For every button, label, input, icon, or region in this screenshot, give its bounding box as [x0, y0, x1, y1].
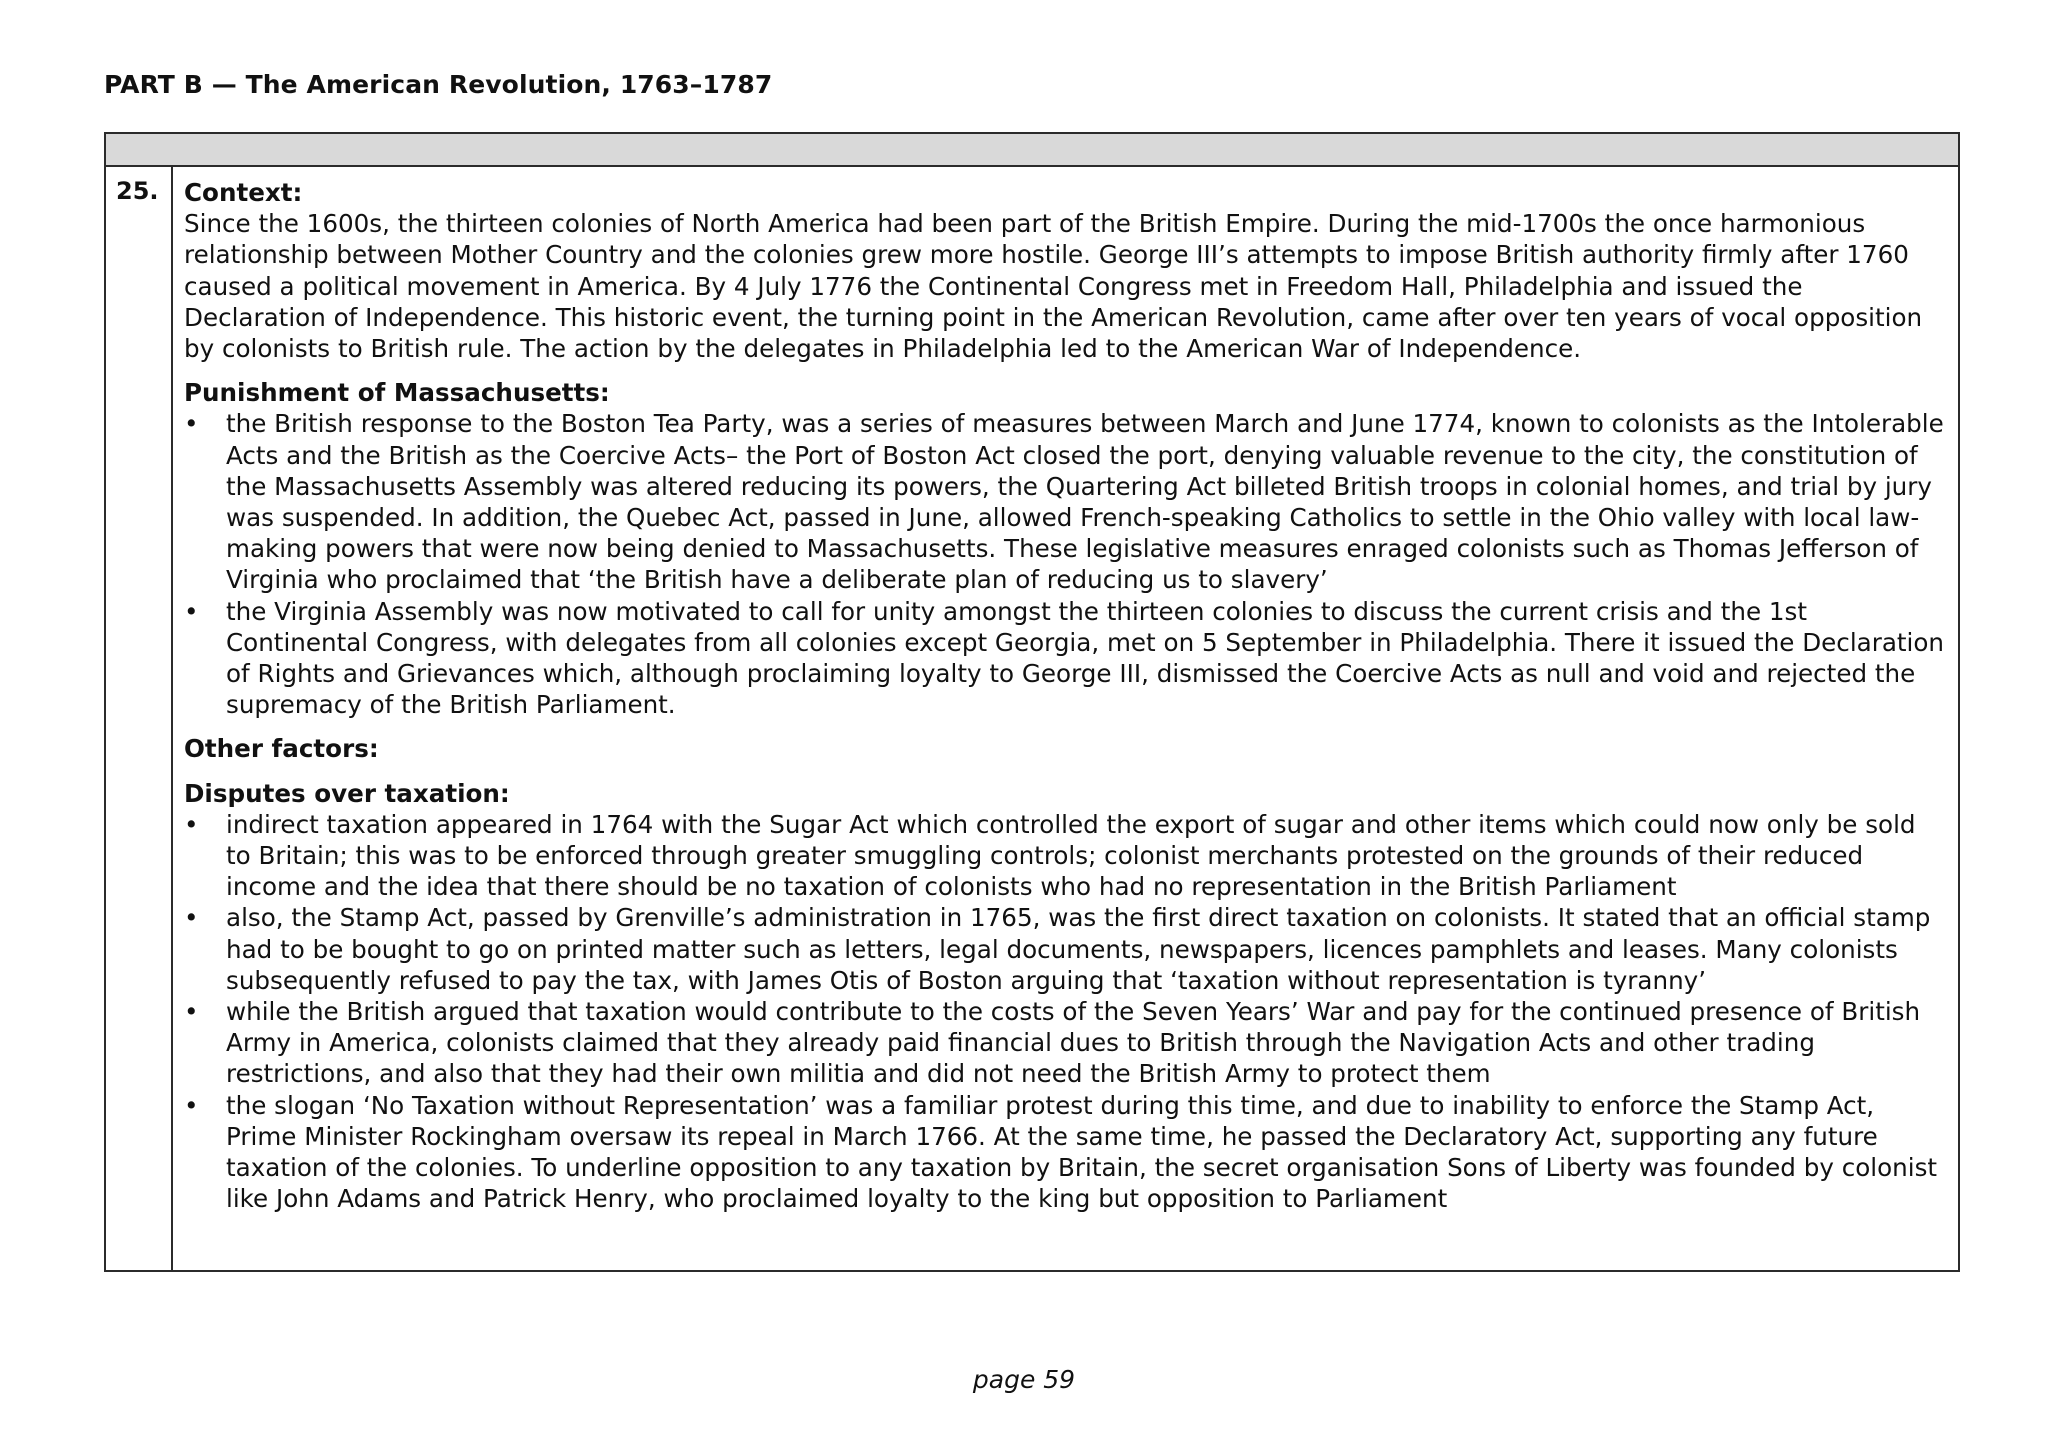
bullet-icon: •	[184, 409, 199, 439]
bullet-icon: •	[184, 997, 199, 1027]
table-header-band	[106, 134, 1958, 167]
punishment-heading: Punishment of Massachusetts:	[184, 378, 610, 408]
list-item	[184, 1090, 1948, 1215]
list-item	[184, 902, 1948, 996]
marking-table	[104, 132, 1960, 1272]
context-paragraph: Since the 1600s, the thirteen colonies of North America had been part of the British Empire. During the mid-1700s the once harmonious relationship between Mother Country and the colonies grew more hostile. George III’s attempts to impose British authority firmly after 1760 caused a political movement in America. By 4 July 1776 the Continental Congress met in Freedom Hall, Philadelphia and issued the Declaration of Independence. This historic event, the turning point in the American Revolution, came after over ten years of vocal opposition by colonists to British rule. The action by the delegates in Philadelphia led to the American War of Independence.	[184, 209, 1923, 364]
answer-content	[173, 167, 1958, 1270]
other-factors-heading: Other factors:	[184, 734, 379, 764]
list-item	[184, 809, 1948, 903]
page-number: page 59	[972, 1365, 1076, 1394]
taxation-list	[184, 809, 1948, 1215]
list-item-text: also, the Stamp Act, passed by Grenville’s administration in 1765, was the first direct taxation on colonists. It stated that an official stamp had to be bought to go on printed matter such as letters, legal documents, newspapers, licences pamphlets and leases. Many colonists subsequently refused to pay the tax, with James Otis of Boston arguing that ‘taxation without representation is tyranny’	[226, 903, 1931, 995]
context-heading: Context:	[184, 178, 303, 207]
list-item	[184, 996, 1948, 1090]
page-heading: PART B — The American Revolution, 1763–1787	[104, 70, 773, 99]
list-item-text: indirect taxation appeared in 1764 with the Sugar Act which controlled the export of sugar and other items which could now only be sold to Britain; this was to be enforced through greater smuggling controls; colonist merchants protested on the grounds of their reduced income and the idea that there should be no taxation of colonists who had no representation in the British Parliament	[226, 809, 1916, 902]
question-number: 25.	[106, 167, 173, 1270]
punishment-list	[184, 408, 1948, 720]
bullet-icon: •	[184, 809, 199, 839]
taxation-heading: Disputes over taxation:	[184, 778, 510, 808]
list-item	[184, 408, 1948, 595]
bullet-icon: •	[184, 1090, 199, 1120]
list-item-text: the Virginia Assembly was now motivated to call for unity amongst the thirteen colonies to discuss the current crisis and the 1st Continental Congress, with delegates from all colonies except Georgia, met on 5 September in Philadelphia. There it issued the Declaration of Rights and Grievances which, although proclaiming loyalty to George III, dismissed the Coercive Acts as null and void and rejected the supremacy of the British Parliament.	[226, 596, 1945, 720]
bullet-icon: •	[184, 596, 199, 626]
table-row	[106, 167, 1958, 1270]
list-item-text: the slogan ‘No Taxation without Representation’ was a familiar protest during this time, and due to inability to enforce the Stamp Act, Prime Minister Rockingham oversaw its repeal in March 1766. At the same time, he passed the Declaratory Act, supporting any future taxation of the colonies. To underline opposition to any taxation by Britain, the secret organisation Sons of Liberty was founded by colonist like John Adams and Patrick Henry, who proclaimed loyalty to the king but opposition to Parliament	[226, 1090, 1938, 1214]
list-item	[184, 596, 1948, 721]
list-item-text: the British response to the Boston Tea Party, was a series of measures between March and June 1774, known to colonists as the Intolerable Acts and the British as the Coercive Acts– the Port of Boston Act closed the port, denying valuable revenue to the city, the constitution of the Massachusetts Assembly was altered reducing its powers, the Quartering Act billeted British troops in colonial homes, and trial by jury was suspended. In addition, the Quebec Act, passed in June, allowed French-speaking Catholics to settle in the Ohio valley with local law-making powers that were now being denied to Massachusetts. These legislative measures enraged colonists such as Thomas Jefferson of Virginia who proclaimed that ‘the British have a deliberate plan of reducing us to slavery’	[226, 409, 1944, 595]
list-item-text: while the British argued that taxation would contribute to the costs of the Seven Years’ War and pay for the continued presence of British Army in America, colonists claimed that they already paid financial dues to British through the Navigation Acts and other trading restrictions, and also that they had their own militia and did not need the British Army to protect them	[226, 997, 1921, 1089]
bullet-icon: •	[184, 903, 199, 933]
